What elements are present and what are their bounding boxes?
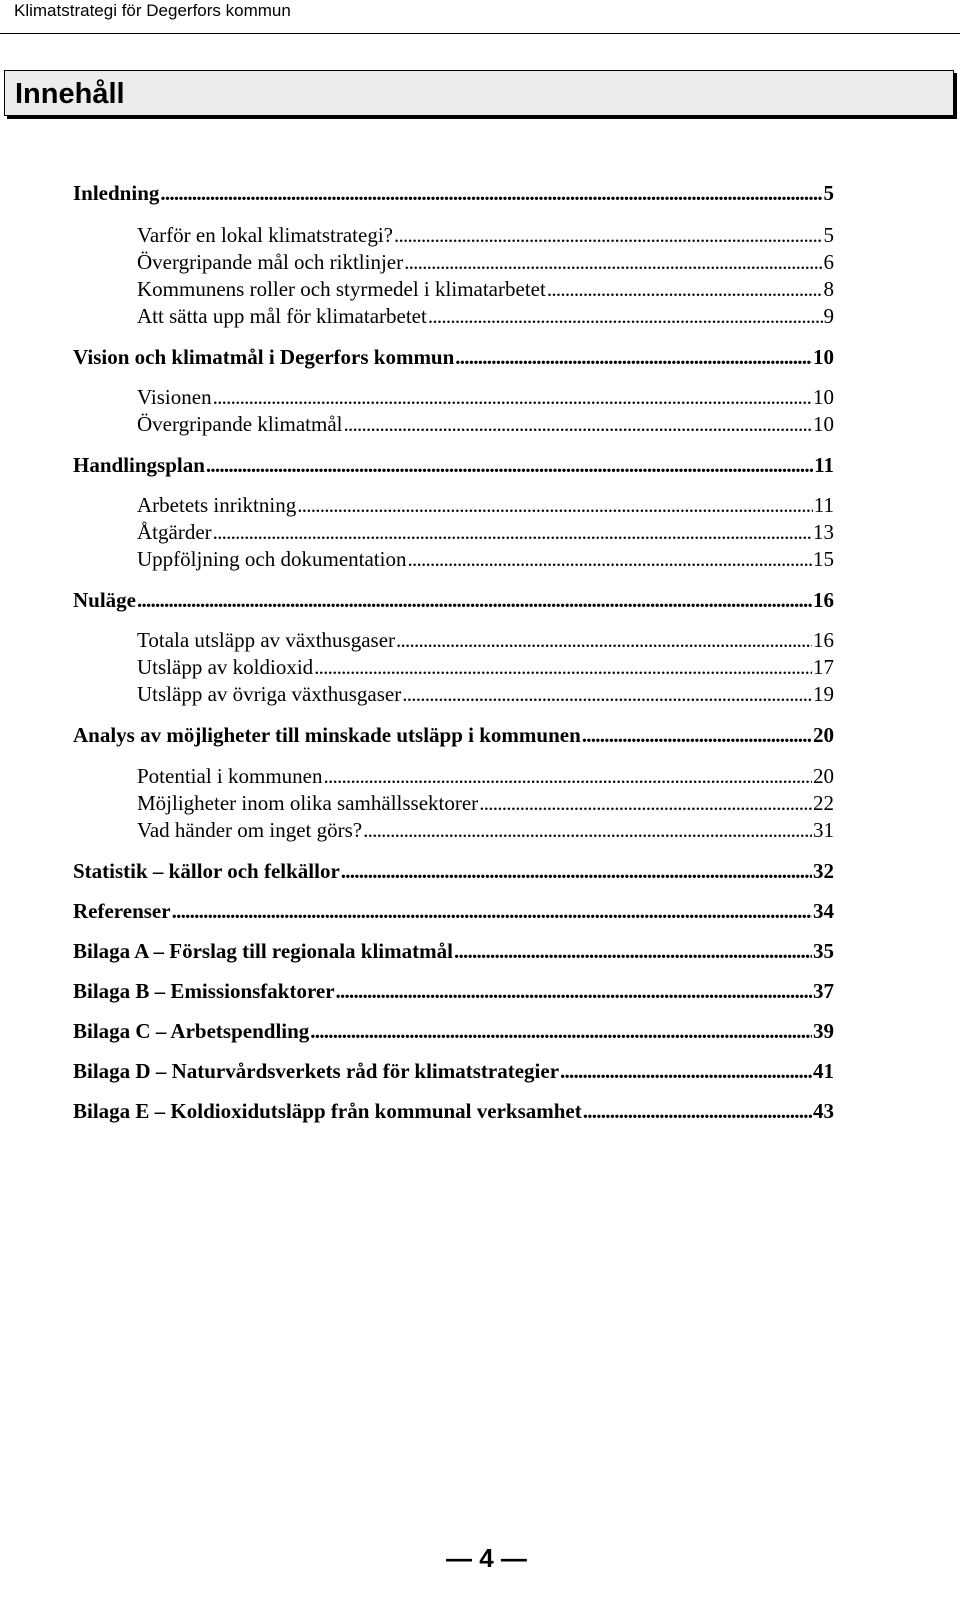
toc-entry-label: Bilaga D – Naturvårdsverkets råd för klimatstrategier: [73, 1059, 560, 1083]
header-rule: [0, 33, 960, 34]
toc-entry-page: 10: [813, 345, 834, 369]
toc-dot-leader: [394, 222, 823, 242]
toc-entry[interactable]: [73, 587, 834, 613]
toc-entry[interactable]: [137, 627, 834, 653]
toc-entry[interactable]: [137, 411, 834, 437]
page-number: — 4 —: [446, 1543, 527, 1573]
toc-entry-page: 11: [814, 453, 834, 477]
toc-entry-page: 10: [813, 385, 834, 409]
toc-entry-label: Utsläpp av koldioxid: [137, 655, 314, 679]
toc-entry[interactable]: [137, 790, 834, 816]
toc-entry[interactable]: [73, 978, 834, 1004]
toc-entry[interactable]: [73, 452, 834, 478]
toc-entry[interactable]: [137, 519, 834, 545]
toc-entry-label: Inledning: [73, 181, 160, 205]
toc-dot-leader: [363, 817, 812, 837]
toc-entry[interactable]: [137, 654, 834, 680]
toc-entry-page: 5: [823, 181, 834, 205]
toc-entry-label: Totala utsläpp av växthusgaser: [137, 628, 396, 652]
toc-entry-page: 11: [813, 493, 834, 517]
toc-entry-page: 19: [813, 682, 834, 706]
toc-entry[interactable]: [73, 344, 834, 370]
toc-entry-label: Referenser: [73, 899, 171, 923]
toc-entry-page: 31: [813, 818, 834, 842]
toc-entry-page: 10: [813, 412, 834, 436]
toc-dot-leader: [323, 763, 812, 783]
toc-entry-page: 5: [823, 223, 834, 247]
toc-entry-page: 8: [823, 277, 834, 301]
toc-entry-label: Varför en lokal klimatstrategi?: [137, 223, 393, 247]
toc-entry-label: Handlingsplan: [73, 453, 205, 477]
toc-entry-page: 13: [813, 520, 834, 544]
toc-entry-label: Statistik – källor och felkällor: [73, 859, 340, 883]
toc-entry-page: 17: [813, 655, 834, 679]
toc-entry-page: 16: [813, 628, 834, 652]
toc-entry-page: 32: [813, 859, 834, 883]
toc-entry[interactable]: [73, 858, 834, 884]
toc-entry-page: 20: [813, 764, 834, 788]
toc-dot-leader: [213, 519, 812, 539]
toc-entry[interactable]: [73, 1058, 834, 1084]
toc-entry-page: 20: [813, 723, 834, 747]
toc-dot-leader: [213, 384, 812, 404]
toc-entry-page: 34: [813, 899, 834, 923]
toc-entry[interactable]: [137, 763, 834, 789]
toc-dot-leader: [341, 858, 812, 878]
toc-entry[interactable]: [73, 180, 834, 206]
toc-entry[interactable]: [73, 722, 834, 748]
toc-entry-label: Uppföljning och dokumentation: [137, 547, 407, 571]
toc-dot-leader: [297, 492, 813, 512]
toc-entry-label: Vision och klimatmål i Degerfors kommun: [73, 345, 455, 369]
heading-box: [4, 70, 954, 116]
toc-entry-page: 16: [813, 588, 834, 612]
toc-dot-leader: [343, 411, 812, 431]
toc-dot-leader: [547, 276, 823, 296]
toc-entry[interactable]: [137, 681, 834, 707]
toc-entry-label: Att sätta upp mål för klimatarbetet: [137, 304, 427, 328]
toc-dot-leader: [560, 1058, 812, 1078]
toc-entry[interactable]: [73, 1018, 834, 1044]
toc-entry[interactable]: [137, 384, 834, 410]
running-header: Klimatstrategi för Degerfors kommun: [14, 1, 291, 20]
toc-entry-label: Övergripande mål och riktlinjer: [137, 250, 404, 274]
toc-entry[interactable]: [73, 1098, 834, 1124]
toc-dot-leader: [160, 180, 822, 200]
toc-entry-label: Kommunens roller och styrmedel i klimatarbetet: [137, 277, 546, 301]
toc-dot-leader: [336, 978, 812, 998]
toc-entry-page: 6: [823, 250, 834, 274]
toc-dot-leader: [428, 303, 823, 323]
toc-entry-label: Möjligheter inom olika samhällssektorer: [137, 791, 479, 815]
toc-entry-label: Vad händer om inget görs?: [137, 818, 363, 842]
toc-entry-label: Bilaga E – Koldioxidutsläpp från kommunal verksamhet: [73, 1099, 582, 1123]
toc-entry[interactable]: [73, 898, 834, 924]
toc-entry-page: 41: [813, 1059, 834, 1083]
toc-entry-page: 35: [813, 939, 834, 963]
toc-entry-page: 39: [813, 1019, 834, 1043]
toc-dot-leader: [314, 654, 812, 674]
toc-entry-page: 22: [813, 791, 834, 815]
page-title: Innehåll: [15, 78, 125, 110]
toc-dot-leader: [206, 452, 813, 472]
toc-dot-leader: [407, 546, 812, 566]
toc-entry-label: Nuläge: [73, 588, 136, 612]
toc-entry-page: 15: [813, 547, 834, 571]
toc-entry-page: 43: [813, 1099, 834, 1123]
toc-entry-label: Utsläpp av övriga växthusgaser: [137, 682, 402, 706]
toc-entry-label: Potential i kommunen: [137, 764, 323, 788]
toc-entry[interactable]: [137, 222, 834, 248]
toc-dot-leader: [137, 587, 812, 607]
toc-entry-label: Bilaga C – Arbetspendling: [73, 1019, 310, 1043]
toc-entry[interactable]: [137, 276, 834, 302]
toc-entry-label: Bilaga A – Förslag till regionala klimatmål: [73, 939, 453, 963]
toc-entry-label: Övergripande klimatmål: [137, 412, 343, 436]
toc-dot-leader: [582, 722, 812, 742]
toc-entry[interactable]: [73, 938, 834, 964]
toc-entry[interactable]: [137, 249, 834, 275]
toc-entry-label: Åtgärder: [137, 520, 212, 544]
toc-dot-leader: [402, 681, 812, 701]
toc-entry-page: 9: [823, 304, 834, 328]
toc-dot-leader: [479, 790, 812, 810]
toc-dot-leader: [172, 898, 812, 918]
toc-entry-label: Arbetets inriktning: [137, 493, 297, 517]
toc-entry-page: 37: [813, 979, 834, 1003]
toc-entry[interactable]: [137, 817, 834, 843]
toc-entry-label: Analys av möjligheter till minskade utsläpp i kommunen: [73, 723, 581, 747]
toc-entry[interactable]: [137, 492, 834, 518]
toc-entry-label: Bilaga B – Emissionsfaktorer: [73, 979, 335, 1003]
toc-dot-leader: [583, 1098, 812, 1118]
toc-dot-leader: [454, 938, 812, 958]
toc-dot-leader: [396, 627, 812, 647]
toc-entry-label: Visionen: [137, 385, 212, 409]
toc-dot-leader: [455, 344, 812, 364]
toc-dot-leader: [310, 1018, 812, 1038]
toc-dot-leader: [404, 249, 822, 269]
toc-entry[interactable]: [137, 303, 834, 329]
toc-entry[interactable]: [137, 546, 834, 572]
